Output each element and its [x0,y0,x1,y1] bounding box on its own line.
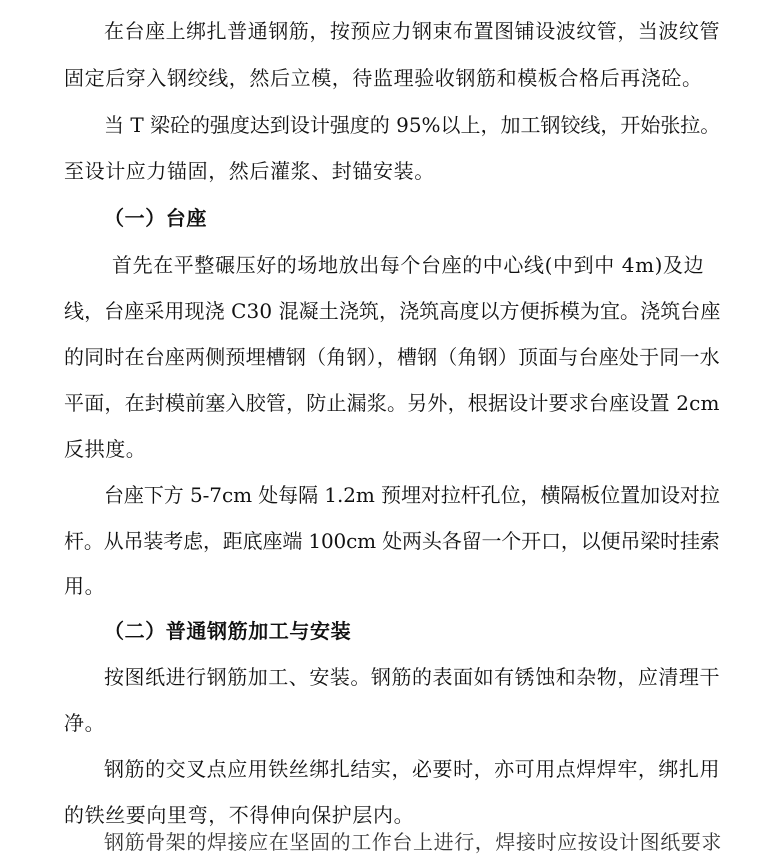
paragraph-3-line-5: 反拱度。 [64,437,147,461]
paragraph-6-line-1: 钢筋的交叉点应用铁丝绑扎结实，必要时，亦可用点焊焊牢，绑扎用 [104,757,720,781]
paragraph-4-line-1: 台座下方 5-7cm 处每隔 1.2m 预埋对拉杆孔位，横隔板位置加设对拉 [104,483,720,507]
paragraph-4-line-2: 杆。从吊装考虑，距底座端 100cm 处两头各留一个开口，以便吊梁时挂索 [64,529,720,553]
paragraph-5-line-2: 净。 [64,711,106,735]
paragraph-3-line-2: 线，台座采用现浇 C30 混凝土浇筑，浇筑高度以方便拆模为宜。浇筑台座 [64,299,721,323]
paragraph-5-line-1: 按图纸进行钢筋加工、安装。钢筋的表面如有锈蚀和杂物，应清理干 [104,665,720,689]
paragraph-7-line-1: 钢筋骨架的焊接应在坚固的工作台上进行，焊接时应按设计图纸要求 [104,830,722,854]
paragraph-1-line-2: 固定后穿入钢绞线，然后立模，待监理验收钢筋和模板合格后再浇砼。 [64,66,703,90]
paragraph-3-line-3: 的同时在台座两侧预埋槽钢（角钢），槽钢（角钢）顶面与台座处于同一水 [64,345,720,369]
paragraph-4-line-3: 用。 [64,574,106,598]
paragraph-2-line-1: 当 T 梁砼的强度达到设计强度的 95%以上，加工钢铰线，开始张拉。 [104,113,721,137]
section-heading-rebar: （二）普通钢筋加工与安装 [104,619,352,643]
paragraph-3-line-4: 平面，在封模前塞入胶管，防止漏浆。另外，根据设计要求台座设置 2cm [64,391,720,415]
section-heading-pedestal: （一）台座 [104,206,207,230]
paragraph-1-line-1: 在台座上绑扎普通钢筋，按预应力钢束布置图铺设波纹管，当波纹管 [104,19,720,43]
paragraph-3-line-1: 首先在平整碾压好的场地放出每个台座的中心线(中到中 4m)及边 [112,253,705,277]
paragraph-6-line-2: 的铁丝要向里弯，不得伸向保护层内。 [64,803,415,827]
clipped-next-line [64,830,722,854]
paragraph-2-line-2: 至设计应力锚固，然后灌浆、封锚安装。 [64,159,435,183]
